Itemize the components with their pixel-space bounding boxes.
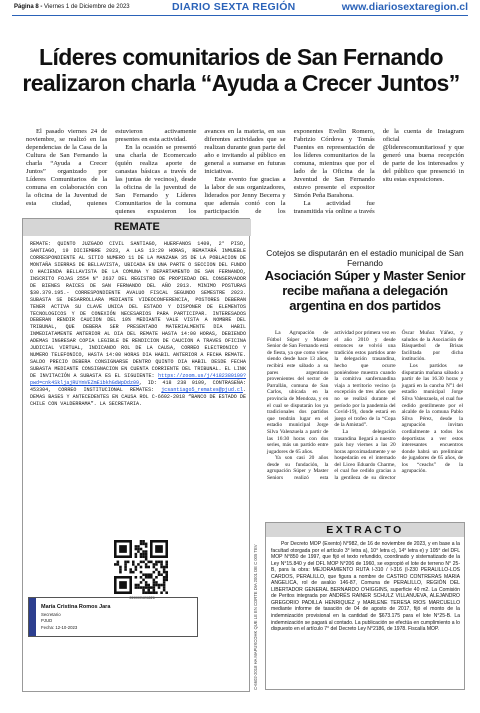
remate-body-end: . DEMAS BASES Y ANTECEDENTES EN CAUSA ROL C-6602-2018 “BANCO DE ESTADO DE CHILE CON VALDERRAMA”. LA SECRETARIA. [30, 387, 247, 407]
signer-name: María Cristina Romos Jara [41, 604, 111, 610]
qr-code-icon [114, 540, 168, 594]
extracto-notice [265, 522, 465, 690]
vertical-reference-code: C-6602-2018 HA MAPUXCOHK QUE LE EN CORTE DIA 2001 DE C 005 TEV [253, 544, 258, 690]
article-paragraph: La Agrupación de Fútbol Súper y Master Senior de San Fernando está de fiesta, ya que como viene siendo desde hace 13 años, recibirá este sábado a su pares argentinos provenientes del sector de Parrallán, comuna de San Carlos, ubicada en la provincia de Mendoza, y en el cual se disputarán los ya tradicionales dos partidos que tendrán lugar en el estadio municipal Jorge Silva Valenzuela a partir de las 16:30 horas con dos series, más un partido entre jugadores de 65 años. [267, 330, 329, 455]
article-paragraph: Ya son casi 20 años desde su fundación, la agrupación Súper y Master Seniors realizó esta actividad por primera vez en el año 2010 y desde entonces se volvió una tradición estos partidos ante la delegación trasandina, hecho que ocurre poniéndose muestra cuando la comitiva sanfernandina viaja a territorio vecino (a excepción de tres años que no se realizó durante el período por la pandemia del Covid-19), donde estará en juego el trofeo de la “Copa de la Amistad”. [267, 330, 396, 482]
article-paragraph: Este evento fue gracias a la labor de sus organizadores, liderados por Jenny Becerra y que además contó con la participación de los exponentes Evelin Romero, Fabrizio Córdova y Tomás Fuentes en representación de los líderes comunitarios de la comuna, mientras que por el lado de la Oficina de la Juventud de San Fernando estuvo presente el expositor Simón Peña Barahona. [204, 128, 375, 216]
signer-role: Secretario [41, 612, 61, 617]
remate-text [30, 241, 246, 408]
article-paragraph: La delegación trasandina llegará a nuestro país hoy viernes a las 20 horas aproximadamente y se hospedarán en el internado del Liceo Eduardo Charme, el cual fue cedido gracias a la gentileza de su director Óscar Muñoz Yáñez, y saludos de la Asociación de Básquetbol de Brisas facilitada por dicha institución. [334, 330, 463, 482]
zoom-link[interactable]: https://zoom.us/j/4182380109?pwd=cnk4SkljajRUYmVEZmE1bkhGdWpDdz09 [30, 373, 246, 387]
header-rule [12, 15, 468, 16]
second-article-headline: Asociación Súper y Master Senior recibe mañana a delegación argentina en dos partidos [264, 268, 466, 314]
page-number: Página 8 - [14, 4, 43, 10]
extracto-text [271, 541, 460, 633]
extracto-paragraph: Por Decreto MOP (Exento) N°982, de 16 de noviembre de 2023, y en base a la facultad otorgada por el artículo 3° letra a), 10° letra c), 14° letra e) y 105° del DFL MOP N°850 de 1997, que fijó el texto refundido, coordinado y sistematizado de la Ley N°15.840 y del DFL MOP N°206 de 1960, se expropió el lote de terreno N° 25-B, para la obra: MEJORAMIENTO RUTA I-310 / I-316 (I-230 PERALILLO-LOS CARDOS, PERALILLO, que figura a nombre de CASTRO CONTRERAS MARIA ANGELICA, rol de avalúo 146-87, Comuna de PERALILLO, REGIÓN DEL LIBERTADOR GENERAL BERNARDO O'HIGGINS, superficie 40 m2. La Comisión de Peritos integrada por ANDRÉS RAINER SCHULZ VILLANUEVA, ALEJANDRO GREGORIO PADILLA HENRIQUEZ y MARLENE TERESA RIOS MARCUELLO mediante informe de tasación de 04 de agosto de 2017, fijó el monto de la indemnización provisional en la cantidad de $673.175 para el lote N°25-B. La indemnización se pagará al contado. La publicación se efectúa en cumplimiento a lo dispuesto en el artículo 7° del Decreto Ley N°2186, de 1978. Fiscalía MOP. [271, 541, 460, 633]
article-paragraph: En la ocasión se presentó una charla de Ecomercado (quién realiza aporte de canastas básicas a través de las juntas de vecinos), desde la oficina de la juventud de San Fernando y Líderes Comunitarios de la comuna quienes expusieron los avances en la materia, en sus diferentes actividades que se realizan durante gran parte del año e invitando al público en general a sumarse en futuras iniciativas. [115, 128, 286, 216]
second-article-kicker: Cotejos se disputarán en el estadio municipal de San Fernando [266, 248, 464, 268]
main-headline: Líderes comunitarios de San Fernando realizaron charla “Ayuda a Crecer Juntos” [22, 44, 460, 96]
signature-stamp [28, 597, 198, 637]
remate-body: REMATE: QUINTO JUZGADO CIVIL SANTIAGO, HUERFANOS 1409, 2° PISO, SANTIAGO, 19 DICIEMBRE 2023, A LAS 13:20 HORAS, REMATARÁ INMUEBLE CORRESPONDIENTE AL SITIO NUMERO 11 DE LA MANZANA 35 DE LA POBLACION DE MONTAÑA SIERRAS DE BELLAVISTA, UBICADA EN UNA PARTE O SECCION DEL FUNDO O HACIENDA BELLAVISTA DE LA COMUNA Y DEPARTAMENTO DE SAN FERNANDO, INSCRITO FOJAS 2554 N° 2637 DEL REGISTRO DE PROPIEDAD DEL CONSERVADOR DE BIENES RAICES DE SAN FERNANDO DEL AÑO 2013. MINIMO POSTURAS $30.379.195.- CORRESPONDIENTE AVALUO FISCAL SEGUNDO SEMESTRE 2023. SUBASTA SE DESARROLLARA MEDIANTE VIDEOCONFERENCIA, POSTORES DEBERAN TENER ACTIVA SU CLAVE UNICA DEL ESTADO Y DISPONER DE ELEMENTOS TECNOLOGICOS Y DE CONEXIÓN NECESARIOS PARA PARTICIPAR. INTERESADOS DEBERAN RENDIR CAUCION DEL 10% MEDIANTE VALE VISTA A NOMBRE DEL TRIBUNAL, QUE DEBERA SER PRESENTADO MATERIALMENTE DIA HABIL INMEDIATAMENTE ANTERIOR AL DIA DEL REMATE HASTA 14:00 HORAS, DEBIENDO ADEMAS INGRESAR COPIA LEGIBLE DE RENDICION DE CAUCION A TRAVES OFICINA JUDICIAL VIRTUAL, INDICANDO ROL DE LA CAUSA, CORREO ELECTRONICO Y NUMERO TELEFONICO, HASTA 14:00 HORAS DIA HABIL ANTERIOR A FECHA REMATE. SALDO PRECIO DEBERA CONSIGNARSE DENTRO QUINTO DIA HABIL DESDE FECHA SUBASTA MEDIANTE CONSIGNACION EN CUENTA CORRIENTE DEL TRIBUNAL. EL LINK DE INVITACIÓN A SUBASTA ES EL SIGUIENTE: [30, 241, 246, 380]
signer-org: PJUD [41, 618, 53, 623]
article-paragraph: El pasado viernes 24 de noviembre, se realizó en las dependencias de la Casa de la Cultura de San Fernando la charla “Ayuda a Crecer Juntos” organizado por Líderes Comunitarios de la comuna en colaboración con la oficina de la Juventud de esta ciudad, quienes estuvieron activamente presentes en esta actividad. [26, 128, 197, 208]
qr-code-number: 0390001696826 [129, 596, 155, 600]
page-date: Viernes 1 de Diciembre de 2023 [44, 4, 130, 10]
page-info [14, 4, 130, 10]
second-article-body [267, 330, 463, 520]
article-paragraph: Los partidos se disputarán mañana sábado a partir de las 16.30 horas y jugará en la cancha N°1 del estadio municipal Jorge Silva Valenzuela, el cual fue cedido gentilmente por el alcalde de la comuna Pablo Silva Pérez, desde la agrupación invitan cordialmente a todos los deportistas a ver estos interesantes encuentros donde habrá un preliminar de jugadores de 65 años, de los “ceachs” de la agrupación. [401, 362, 463, 475]
page-header [0, 0, 480, 14]
remate-body-after-link: , ID: 418 238 0109, CONTRASEÑA: 453304, CORREO INSTITUCIONAL REMATES: [30, 380, 246, 394]
newspaper-brand: DIARIO SEXTA REGIÓN [172, 1, 296, 13]
remate-title: REMATE [23, 219, 251, 236]
extracto-title: EXTRACTO [266, 523, 464, 537]
stamp-bar [29, 598, 36, 636]
signer-date: Fecha: 12-10-2023 [41, 625, 78, 630]
remate-email-link[interactable]: jcsantiago5_remates@pjud.cl [161, 387, 243, 394]
website-link[interactable]: www.diariosextaregion.cl [341, 1, 468, 13]
article-paragraph: La actividad fue transmitida vía online a través de la cuenta de Instagram oficial @liderescomunitariossf y que generó una buena recepción de parte de los interesados y del público que presenció in situ estas exposiciones. [293, 128, 464, 216]
